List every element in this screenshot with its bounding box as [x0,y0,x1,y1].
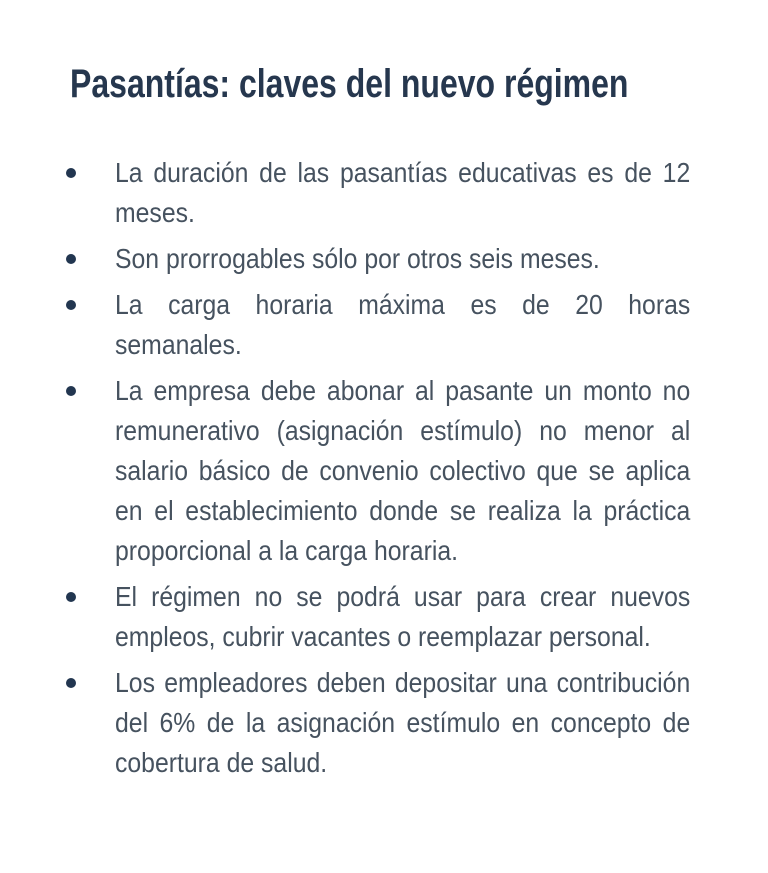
page-title: Pasantías: claves del nuevo régimen [70,62,629,106]
bullet-marker-icon [66,300,76,310]
list-item [66,153,766,233]
bullet-marker-icon [66,254,76,264]
bullet-marker-icon [66,168,76,178]
list-item-text: La empresa debe abonar al pasante un monto no remunerativo (asignación estímulo) no menor al salario básico de convenio colectivo que se aplica en el establecimiento donde se realiza la práctica proporcional a la carga horaria. [115,375,691,566]
bullet-marker-icon [66,592,76,602]
list-item-text: El régimen no se podrá usar para crear nuevos empleos, cubrir vacantes o reemplazar personal. [115,581,691,652]
list-item [66,239,766,279]
list-item-text: La carga horaria máxima es de 20 horas semanales. [115,289,691,360]
key-points-list [66,153,766,789]
list-item-text: Los empleadores deben depositar una contribución del 6% de la asignación estímulo en concepto de cobertura de salud. [115,667,691,778]
bullet-marker-icon [66,386,76,396]
bullet-marker-icon [66,678,76,688]
list-item [66,663,766,783]
list-item-text: La duración de las pasantías educativas es de 12 meses. [115,157,691,228]
list-item [66,371,766,571]
list-item [66,285,766,365]
list-item-text: Son prorrogables sólo por otros seis meses. [115,243,600,274]
list-item [66,577,766,657]
